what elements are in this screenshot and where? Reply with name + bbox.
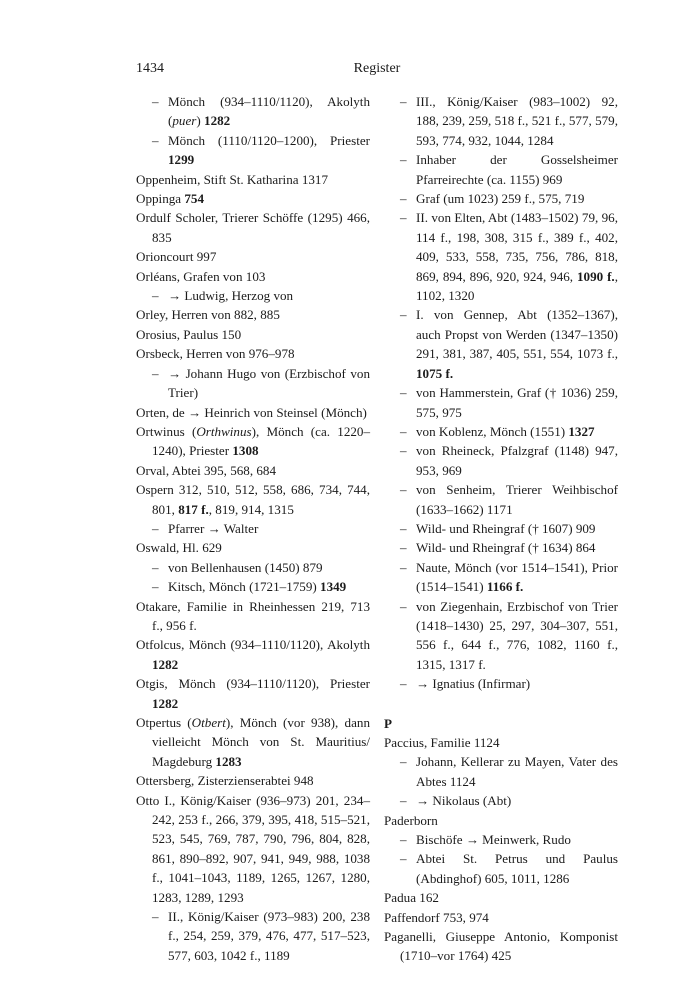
index-subentry: – Abtei St. Petrus und Paulus (Abdinghof) 605, 1011, 1286 bbox=[400, 851, 618, 886]
index-subentry: – von Ziegenhain, Erzbischof von Trier (1418–1430) 25, 297, 304–307, 551, 556 f., 644 f., 776, 1082, 1160 f., 1315, 1317 f. bbox=[400, 598, 618, 672]
index-subentry: – Mönch (934–1110/1120), Akolyth (puer) 1282 bbox=[152, 94, 370, 129]
index-entry: Orval, Abtei 395, 568, 684 bbox=[136, 462, 277, 478]
index-subentry: – Wild- und Rheingraf († 1634) 864 bbox=[400, 540, 596, 556]
index-entry: Otfolcus, Mönch (934–1110/1120), Akolyth 1282 bbox=[136, 637, 370, 672]
index-entry: Oswald, Hl. 629 bbox=[136, 540, 222, 556]
index-entry: Oppenheim, Stift St. Katharina 1317 bbox=[136, 171, 329, 187]
index-subentry: – Johann, Kellerar zu Mayen, Vater des Abtes 1124 bbox=[400, 754, 618, 789]
index-subentry: – → Johann Hugo von (Erzbischof von Trier) bbox=[152, 365, 370, 401]
index-entry: Orioncourt 997 bbox=[136, 249, 217, 265]
index-entry: Ottersberg, Zisterzienserabtei 948 bbox=[136, 773, 314, 789]
index-subentry: – → Ludwig, Herzog von bbox=[152, 288, 294, 304]
index-subentry: – II. von Elten, Abt (1483–1502) 79, 96, 114 f., 198, 308, 315 f., 389 f., 402, 409, 533, 558, 735, 756, 786, 818, 869, 894, 896, 920, 924, 946, 1090 f., 1102, 1320 bbox=[400, 210, 618, 304]
index-entry: Orosius, Paulus 150 bbox=[136, 326, 242, 342]
index-entry: Padua 162 bbox=[384, 890, 439, 906]
index-column-left bbox=[136, 92, 370, 965]
index-entry: Ordulf Scholer, Trierer Schöffe (1295) 466, 835 bbox=[136, 210, 370, 245]
index-entry: Orsbeck, Herren von 976–978 bbox=[136, 346, 295, 362]
index-subentry: – von Koblenz, Mönch (1551) 1327 bbox=[400, 423, 595, 439]
index-entry: Orléans, Grafen von 103 bbox=[136, 268, 266, 284]
index-subentry: – Graf (um 1023) 259 f., 575, 719 bbox=[400, 191, 585, 207]
index-entry: Paganelli, Giuseppe Antonio, Komponist (1710–vor 1764) 425 bbox=[384, 929, 618, 964]
index-subentry: – Naute, Mönch (vor 1514–1541), Prior (1514–1541) 1166 f. bbox=[400, 559, 618, 595]
index-subentry: – Bischöfe → Meinwerk, Rudo bbox=[400, 832, 571, 848]
index-entry: Paderborn bbox=[384, 812, 438, 828]
index-subentry: – von Hammerstein, Graf († 1036) 259, 575, 975 bbox=[400, 385, 618, 420]
index-subentry: – Mönch (1110/1120–1200), Priester 1299 bbox=[152, 132, 370, 168]
index-entry: Otpertus (Otbert), Mönch (vor 938), dann vielleicht Mönch von St. Mauritius/ Magdeburg 1283 bbox=[136, 715, 370, 769]
index-subentry: – von Rheineck, Pfalzgraf (1148) 947, 953, 969 bbox=[400, 443, 618, 478]
running-title: Register bbox=[353, 61, 401, 76]
index-entry: Ortwinus (Orthwinus), Mönch (ca. 1220–1240), Priester 1308 bbox=[136, 423, 371, 459]
index-entry: Otto I., König/Kaiser (936–973) 201, 234–242, 253 f., 266, 379, 395, 418, 515–521, 523, 545, 769, 787, 790, 796, 804, 828, 861, 890–892, 907, 941, 949, 988, 1038 f., 1041–1043, 1189, 1265, 1267, 1280, 1283, 1289, 1293 bbox=[136, 792, 370, 905]
index-subentry: – von Bellenhausen (1450) 879 bbox=[152, 559, 323, 575]
index-entry: Otakare, Familie in Rheinhessen 219, 713 f., 956 f. bbox=[136, 598, 370, 633]
page-header bbox=[136, 61, 618, 81]
index-subentry: – Wild- und Rheingraf († 1607) 909 bbox=[400, 520, 596, 536]
index-subentry: – Inhaber der Gosselsheimer Pfarreirechte (ca. 1155) 969 bbox=[400, 152, 618, 187]
page-number: 1434 bbox=[136, 61, 164, 76]
index-subentry: – II., König/Kaiser (973–983) 200, 238 f., 254, 259, 379, 476, 477, 517–523, 577, 603, 1042 f., 1189 bbox=[152, 909, 370, 963]
index-entry: Oppinga 754 bbox=[136, 191, 205, 207]
index-subentry: – Pfarrer → Walter bbox=[152, 520, 259, 536]
index-subentry: – Kitsch, Mönch (1721–1759) 1349 bbox=[152, 579, 347, 595]
index-entry: Orten, de → Heinrich von Steinsel (Mönch) bbox=[136, 404, 367, 420]
index-entry: Paccius, Familie 1124 bbox=[384, 735, 500, 750]
index-entry: Orley, Herren von 882, 885 bbox=[136, 307, 280, 323]
index-entry: Ospern 312, 510, 512, 558, 686, 734, 744, 801, 817 f., 819, 914, 1315 bbox=[136, 482, 370, 517]
index-column-right bbox=[384, 92, 618, 966]
index-subentry: – von Senheim, Trierer Weihbischof (1633–1662) 1171 bbox=[400, 482, 618, 517]
section-letter: P bbox=[384, 715, 392, 731]
index-subentry: – → Ignatius (Infirmar) bbox=[400, 676, 531, 692]
index-entry: Otgis, Mönch (934–1110/1120), Priester 1282 bbox=[136, 676, 370, 711]
index-subentry: – → Nikolaus (Abt) bbox=[400, 793, 512, 809]
index-subentry: – III., König/Kaiser (983–1002) 92, 188, 239, 259, 518 f., 521 f., 577, 579, 593, 774, 932, 1044, 1284 bbox=[400, 94, 618, 148]
index-subentry: – I. von Gennep, Abt (1352–1367), auch Propst von Werden (1347–1350) 291, 381, 387, 405, 551, 554, 1073 f., 1075 f. bbox=[400, 307, 618, 381]
index-entry: Paffendorf 753, 974 bbox=[384, 909, 489, 925]
